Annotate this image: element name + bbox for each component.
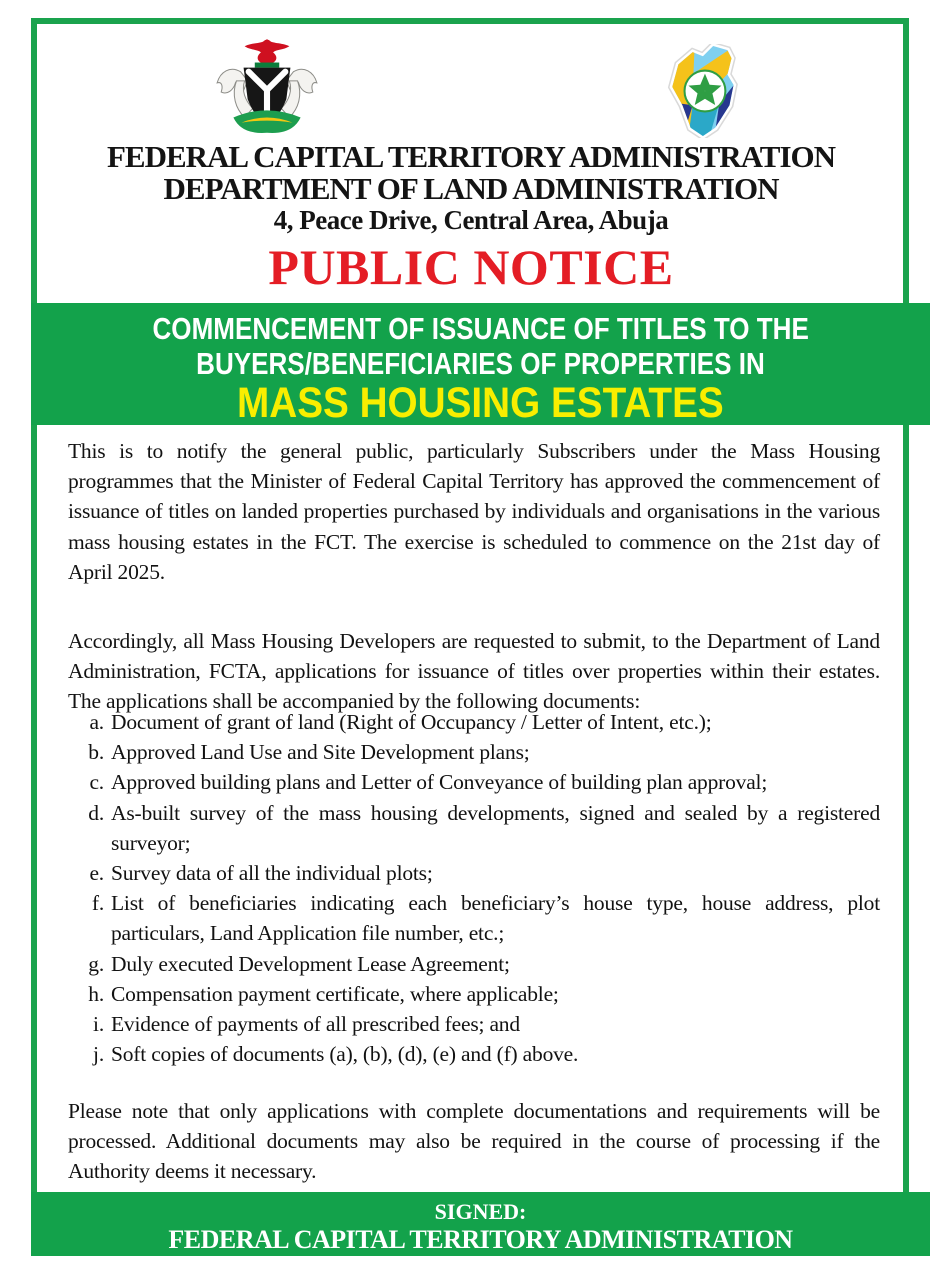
subject-banner <box>31 303 930 425</box>
list-item <box>68 1039 880 1069</box>
nigeria-coat-of-arms-icon <box>211 36 323 142</box>
list-marker: a. <box>89 710 104 734</box>
paragraph-closing: Please note that only applications with complete documentations and requirements will be processed. Additional documents may also be required in the course of processing if the Authority deems it necessary. <box>68 1099 880 1184</box>
list-item-text: List of beneficiaries indicating each beneficiary’s house type, house address, plot particulars, Land Application file number, etc.; <box>111 891 880 946</box>
public-notice-title: PUBLIC NOTICE <box>268 239 674 295</box>
list-marker: i. <box>93 1012 104 1037</box>
list-marker: h. <box>88 981 104 1006</box>
signed-by: FEDERAL CAPITAL TERRITORY ADMINISTRATION <box>168 1225 793 1254</box>
list-marker: f. <box>91 891 104 916</box>
paragraph-instructions: Accordingly, all Mass Housing Developers are requested to submit, to the Department of Land Administration, FCTA, applications for issuance of titles over properties within their estates. The applications shall be accompanied by the following documents: <box>68 629 880 714</box>
header-block <box>0 140 942 235</box>
list-item <box>68 707 880 737</box>
list-marker: g. <box>88 951 104 976</box>
required-documents-list <box>68 707 880 1069</box>
banner-line2: BUYERS/BENEFICIARIES OF PROPERTIES IN <box>196 346 765 381</box>
org-address: 4, Peace Drive, Central Area, Abuja <box>273 205 669 235</box>
signed-label: SIGNED: <box>434 1199 527 1224</box>
list-marker: c. <box>89 770 104 795</box>
list-item-text: Approved Land Use and Site Development plans; <box>111 740 530 765</box>
list-item <box>68 767 880 797</box>
signed-footer-bar <box>31 1192 930 1256</box>
paragraph-intro: This is to notify the general public, particularly Subscribers under the Mass Housing programmes that the Minister of Federal Capital Territory has approved the commencement of issuance of titles on landed properties purchased by individuals and organisations in the various mass housing estates in the FCT. The exercise is scheduled to commence on the 21st day of April 2025. <box>68 439 880 584</box>
list-item <box>68 798 880 858</box>
list-item-text: Evidence of payments of all prescribed fees; and <box>111 1012 520 1037</box>
banner-line1: COMMENCEMENT OF ISSUANCE OF TITLES TO THE <box>152 311 809 346</box>
org-name-line1: FEDERAL CAPITAL TERRITORY ADMINISTRATION <box>106 139 836 174</box>
fct-abuja-logo-icon <box>664 44 750 138</box>
list-item <box>68 979 880 1009</box>
list-item <box>68 888 880 948</box>
list-item-text: As-built survey of the mass housing developments, signed and sealed by a registered surveyor; <box>111 800 880 855</box>
list-item-text: Document of grant of land (Right of Occupancy / Letter of Intent, etc.); <box>111 710 712 734</box>
list-marker: b. <box>88 740 104 765</box>
list-item <box>68 737 880 767</box>
list-item-text: Compensation payment certificate, where applicable; <box>111 981 559 1006</box>
list-marker: j. <box>93 1042 104 1067</box>
list-marker: e. <box>89 861 104 886</box>
list-item <box>68 949 880 979</box>
list-item-text: Approved building plans and Letter of Conveyance of building plan approval; <box>111 770 768 795</box>
list-item-text: Survey data of all the individual plots; <box>111 861 433 886</box>
list-item-text: Soft copies of documents (a), (b), (d), (e) and (f) above. <box>111 1042 579 1067</box>
org-name-line2: DEPARTMENT OF LAND ADMINISTRATION <box>163 171 779 206</box>
list-marker: d. <box>88 800 104 825</box>
list-item-text: Duly executed Development Lease Agreement; <box>111 951 510 976</box>
list-item <box>68 858 880 888</box>
list-item <box>68 1009 880 1039</box>
banner-line3-highlight: MASS HOUSING ESTATES <box>237 379 724 425</box>
